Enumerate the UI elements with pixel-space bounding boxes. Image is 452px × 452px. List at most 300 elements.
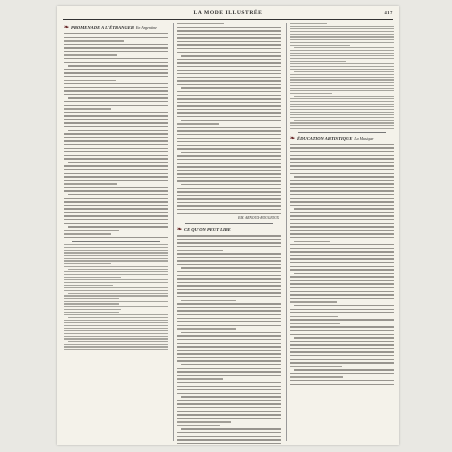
text-line <box>290 230 394 231</box>
text-line <box>290 147 394 148</box>
text-line <box>177 253 281 254</box>
text-line <box>181 396 281 397</box>
text-line <box>64 255 168 256</box>
text-line <box>290 53 394 54</box>
text-line <box>290 219 394 220</box>
text-line <box>64 140 168 141</box>
text-line <box>294 96 394 97</box>
text-line <box>64 173 168 174</box>
text-line <box>181 87 281 88</box>
text-line <box>177 407 281 408</box>
text-line <box>290 348 394 349</box>
column-right <box>290 23 394 387</box>
text-line <box>290 283 394 284</box>
text-line <box>177 191 281 192</box>
text-line <box>64 282 168 283</box>
page-number: 417 <box>384 10 393 15</box>
text-line <box>177 127 281 128</box>
article-heading-title: CE QU'ON PEUT LIRE <box>184 227 231 233</box>
text-line <box>290 258 394 259</box>
text-line <box>290 334 394 335</box>
text-line <box>64 144 168 145</box>
text-line <box>290 90 394 91</box>
text-line <box>64 233 111 234</box>
text-line <box>64 180 168 181</box>
text-line <box>177 213 281 214</box>
text-line <box>294 241 330 242</box>
text-line <box>181 55 281 56</box>
text-line <box>177 400 281 401</box>
text-line <box>64 295 168 296</box>
text-line <box>290 69 394 70</box>
column-divider <box>173 23 174 441</box>
article-body <box>177 235 281 445</box>
text-line <box>290 376 343 377</box>
text-line <box>177 264 281 265</box>
text-line <box>290 355 394 356</box>
text-line <box>177 382 281 383</box>
text-line <box>177 41 281 42</box>
text-line <box>290 106 394 107</box>
article-heading <box>290 135 394 142</box>
text-line <box>290 205 394 206</box>
text-line <box>177 393 281 394</box>
text-line <box>177 335 281 336</box>
text-line <box>64 76 168 77</box>
newspaper-page <box>57 6 399 445</box>
article-body <box>177 23 281 214</box>
text-line <box>177 246 281 247</box>
text-line <box>177 77 281 78</box>
text-line <box>64 105 168 106</box>
text-line <box>290 373 394 374</box>
text-line <box>64 208 168 209</box>
text-line <box>177 389 281 390</box>
text-line <box>64 328 168 329</box>
text-line <box>290 162 394 163</box>
text-line <box>177 205 281 206</box>
text-line <box>64 260 168 261</box>
text-line <box>64 325 168 326</box>
text-line <box>177 84 281 85</box>
article-byline: EM. ARNOUX-ROUGIOUX <box>238 216 279 221</box>
text-line <box>177 30 281 31</box>
text-line <box>290 66 394 67</box>
text-line <box>294 47 394 48</box>
text-line <box>290 61 346 62</box>
text-line <box>68 341 168 342</box>
article-body <box>64 244 168 350</box>
text-line <box>64 346 168 347</box>
text-line <box>177 371 281 372</box>
text-line <box>177 425 220 426</box>
text-line <box>64 263 111 264</box>
text-line <box>177 439 281 440</box>
text-line <box>177 80 281 81</box>
text-line <box>290 128 394 129</box>
text-line <box>290 326 394 327</box>
text-line <box>64 277 121 278</box>
text-line <box>290 122 394 123</box>
text-line <box>68 293 168 294</box>
text-line <box>177 91 281 92</box>
text-line <box>290 112 394 113</box>
text-line <box>290 31 394 32</box>
text-line <box>290 158 394 159</box>
text-line <box>64 201 168 202</box>
text-line <box>177 353 281 354</box>
text-line <box>64 344 168 345</box>
text-line <box>177 296 281 297</box>
ornament-icon: ❧ <box>64 25 70 31</box>
text-line <box>177 292 281 293</box>
text-line <box>181 184 281 185</box>
text-line <box>64 165 168 166</box>
text-line <box>290 23 327 24</box>
text-line <box>290 114 394 115</box>
text-line <box>177 339 281 340</box>
section-divider <box>185 223 273 224</box>
text-line <box>64 303 119 304</box>
text-line <box>177 443 281 444</box>
text-line <box>181 120 281 121</box>
text-line <box>177 141 281 142</box>
publication-title: LA MODE ILLUSTRÉE <box>193 10 263 16</box>
text-line <box>290 262 394 263</box>
text-line <box>290 155 394 156</box>
text-line <box>290 298 394 299</box>
text-line <box>177 260 281 261</box>
text-line <box>290 109 394 110</box>
text-line <box>290 276 394 277</box>
text-line <box>177 378 223 379</box>
text-line <box>64 80 116 81</box>
text-line <box>177 368 281 369</box>
text-line <box>64 37 168 38</box>
text-line <box>290 269 394 270</box>
text-line <box>177 432 281 433</box>
text-line <box>290 187 394 188</box>
text-line <box>290 255 394 256</box>
text-line <box>177 285 281 286</box>
text-line <box>64 83 168 84</box>
text-line <box>64 274 168 275</box>
masthead <box>57 9 399 19</box>
article-body <box>64 33 168 238</box>
section-divider <box>72 241 160 242</box>
text-line <box>290 45 350 46</box>
text-line <box>290 223 394 224</box>
text-line <box>290 183 394 184</box>
text-line <box>177 242 281 243</box>
text-line <box>177 303 281 304</box>
text-line <box>290 93 332 94</box>
text-line <box>64 290 168 291</box>
text-line <box>177 325 281 326</box>
text-line <box>64 72 168 73</box>
text-line <box>290 215 394 216</box>
text-line <box>290 316 338 317</box>
text-line <box>177 375 281 376</box>
text-line <box>177 48 281 49</box>
text-line <box>177 411 281 412</box>
section-divider <box>298 132 386 133</box>
text-line <box>177 414 281 415</box>
text-line <box>177 37 281 38</box>
text-line <box>290 79 394 80</box>
text-line <box>294 176 394 177</box>
text-line <box>64 212 168 213</box>
text-line <box>64 54 117 55</box>
text-line <box>177 278 281 279</box>
text-line <box>290 323 340 324</box>
text-line <box>177 23 224 24</box>
text-line <box>181 300 236 301</box>
text-line <box>290 144 394 145</box>
text-line <box>177 289 281 290</box>
text-line <box>177 155 281 156</box>
text-line <box>64 137 168 138</box>
text-line <box>290 125 394 126</box>
text-line <box>177 343 281 344</box>
text-line <box>64 244 168 245</box>
text-line <box>290 39 394 40</box>
text-line <box>177 202 281 203</box>
text-line <box>177 102 281 103</box>
text-line <box>64 322 168 323</box>
text-line <box>177 70 281 71</box>
text-line <box>64 87 168 88</box>
text-line <box>290 74 394 75</box>
text-line <box>177 123 219 124</box>
text-line <box>64 333 168 334</box>
text-line <box>64 285 113 286</box>
text-line <box>290 82 394 83</box>
text-line <box>177 209 281 210</box>
text-line <box>294 273 394 274</box>
text-line <box>177 130 281 131</box>
text-line <box>290 309 394 310</box>
text-line <box>177 134 281 135</box>
text-line <box>290 151 394 152</box>
text-line <box>64 169 168 170</box>
article-heading-subtitle: En Argentine <box>135 25 157 30</box>
text-line <box>177 350 281 351</box>
text-line <box>177 163 281 164</box>
text-line <box>64 44 168 45</box>
column-middle <box>177 23 281 445</box>
text-line <box>64 271 168 272</box>
text-line <box>290 301 337 302</box>
text-line <box>290 362 394 363</box>
text-line <box>64 314 168 315</box>
text-line <box>177 239 281 240</box>
text-line <box>290 212 394 213</box>
text-line <box>290 101 394 102</box>
text-line <box>68 194 168 195</box>
text-line <box>290 294 394 295</box>
text-line <box>177 166 281 167</box>
text-line <box>290 28 394 29</box>
text-line <box>290 280 394 281</box>
text-line <box>64 40 124 41</box>
text-line <box>177 62 281 63</box>
text-line <box>64 301 168 302</box>
text-line <box>64 205 168 206</box>
text-line <box>290 287 394 288</box>
text-line <box>290 104 394 105</box>
text-line <box>64 47 168 48</box>
text-line <box>64 266 168 267</box>
text-line <box>177 346 281 347</box>
text-line <box>64 252 168 253</box>
text-line <box>290 380 394 381</box>
text-line <box>290 266 394 267</box>
text-line <box>177 109 281 110</box>
text-line <box>68 97 168 98</box>
text-line <box>64 258 168 259</box>
text-line <box>64 133 168 134</box>
text-line <box>290 85 394 86</box>
text-line <box>290 88 394 89</box>
text-line <box>177 436 281 437</box>
text-line <box>290 26 394 27</box>
text-line <box>177 116 281 117</box>
text-line <box>64 349 168 350</box>
text-line <box>290 366 342 367</box>
text-line <box>64 338 168 339</box>
text-line <box>290 233 394 234</box>
text-line <box>290 34 394 35</box>
text-line <box>177 59 281 60</box>
text-line <box>64 183 117 184</box>
text-line <box>290 237 394 238</box>
text-line <box>64 247 168 248</box>
text-line <box>64 94 168 95</box>
text-line <box>290 165 394 166</box>
text-line <box>68 162 168 163</box>
text-line <box>64 215 168 216</box>
text-line <box>64 119 168 120</box>
text-line <box>290 291 394 292</box>
text-line <box>177 105 281 106</box>
text-line <box>177 310 281 311</box>
text-line <box>177 360 281 361</box>
text-line <box>290 344 394 345</box>
text-line <box>290 248 394 249</box>
text-line <box>290 226 394 227</box>
text-line <box>64 279 168 280</box>
text-line <box>64 190 168 191</box>
text-line <box>68 317 168 318</box>
text-line <box>290 58 394 59</box>
text-line <box>290 244 394 245</box>
text-line <box>64 115 168 116</box>
text-line <box>181 428 281 429</box>
text-line <box>64 58 168 59</box>
text-line <box>64 126 168 127</box>
text-line <box>177 198 281 199</box>
text-line <box>64 219 168 220</box>
text-line <box>64 69 168 70</box>
text-line <box>177 257 281 258</box>
text-line <box>290 319 394 320</box>
text-line <box>64 250 168 251</box>
text-line <box>177 180 281 181</box>
text-line <box>64 237 168 238</box>
text-line <box>294 305 394 306</box>
text-line <box>290 351 394 352</box>
text-line <box>64 298 119 299</box>
text-line <box>64 330 168 331</box>
text-line <box>290 98 394 99</box>
text-line <box>64 101 168 102</box>
ornament-icon: ❧ <box>290 135 296 142</box>
text-line <box>64 187 168 188</box>
text-line <box>68 226 168 227</box>
text-line <box>177 170 281 171</box>
text-line <box>177 282 281 283</box>
text-line <box>64 176 168 177</box>
article-heading-title: ÉDUCATION ARTISTIQUE <box>297 135 353 141</box>
header-rule <box>63 19 393 20</box>
text-line <box>177 138 281 139</box>
text-line <box>177 271 281 272</box>
article-heading-title: PROMENADE A L'ÉTRANGER <box>71 25 134 30</box>
text-line <box>290 194 394 195</box>
text-line <box>181 332 281 333</box>
text-line <box>64 198 168 199</box>
text-line <box>290 341 394 342</box>
text-line <box>290 169 394 170</box>
article-heading-subtitle: La Musique <box>354 135 374 141</box>
text-line <box>64 148 168 149</box>
text-line <box>177 44 281 45</box>
text-line <box>290 77 394 78</box>
text-line <box>177 145 281 146</box>
text-line <box>177 250 223 251</box>
text-line <box>64 90 168 91</box>
text-line <box>64 51 168 52</box>
column-left <box>64 23 168 352</box>
text-line <box>64 151 168 152</box>
text-line <box>294 208 394 209</box>
text-line <box>64 306 168 307</box>
text-line <box>290 173 394 174</box>
text-line <box>68 130 168 131</box>
text-line <box>177 148 281 149</box>
text-line <box>177 95 281 96</box>
article-body <box>290 23 394 129</box>
text-line <box>177 275 281 276</box>
text-line <box>64 33 168 34</box>
text-line <box>64 108 111 109</box>
text-line <box>177 314 281 315</box>
text-line <box>290 63 394 64</box>
text-line <box>294 71 394 72</box>
text-line <box>64 230 119 231</box>
text-line <box>294 369 394 370</box>
text-line <box>177 386 281 387</box>
text-line <box>290 36 394 37</box>
text-line <box>177 73 281 74</box>
text-line <box>177 112 281 113</box>
text-line <box>290 201 394 202</box>
text-line <box>64 336 168 337</box>
text-line <box>181 267 281 268</box>
text-line <box>177 188 281 189</box>
text-line <box>290 384 394 385</box>
